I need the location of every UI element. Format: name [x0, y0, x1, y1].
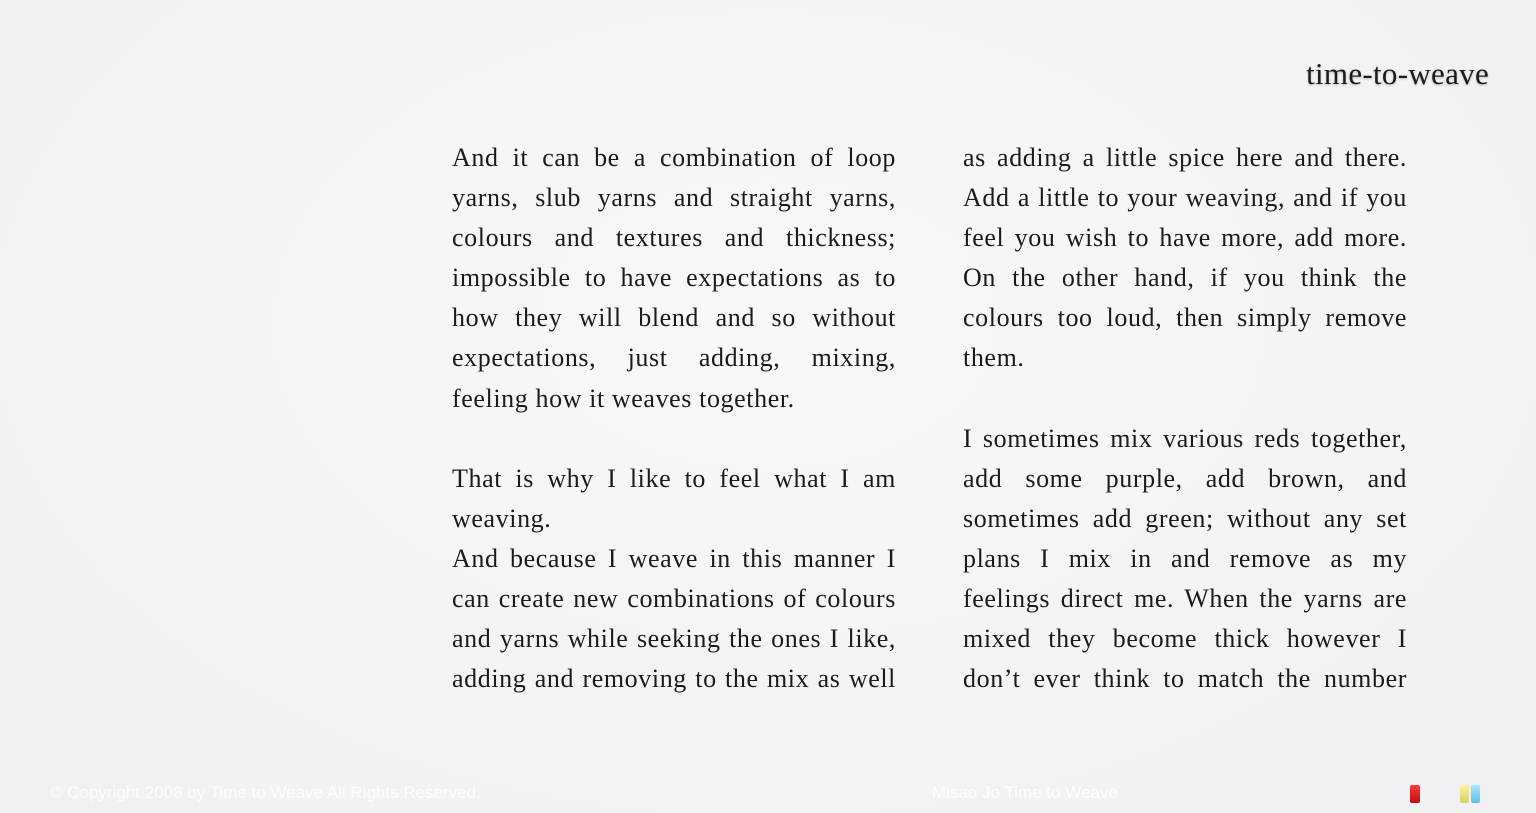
paragraph — [963, 419, 1407, 700]
text-line: impossible to have expectations as to — [452, 263, 896, 293]
paragraph — [452, 539, 896, 699]
paragraph — [452, 459, 896, 539]
text-line: them. — [963, 343, 1025, 373]
next-page-button[interactable] — [1460, 785, 1480, 803]
prev-page-button[interactable] — [1410, 785, 1420, 803]
text-line: I sometimes mix various reds together, — [963, 423, 1407, 453]
text-line: And it can be a combination of loop — [452, 143, 896, 172]
text-line: And because I weave in this manner I — [452, 543, 896, 573]
text-line: feelings direct me. When the yarns are — [963, 584, 1407, 614]
text-line: yarns, slub yarns and straight yarns, — [452, 183, 896, 213]
text-column-left — [452, 138, 896, 699]
text-line: sometimes add green; without any set — [963, 503, 1407, 533]
paragraph-gap — [963, 379, 1407, 419]
paragraph-gap — [452, 419, 896, 459]
text-line: mixed they become thick however I — [963, 624, 1407, 654]
spool-icon — [1460, 785, 1469, 803]
text-line: can create new combinations of colours — [452, 584, 896, 614]
text-line: and yarns while seeking the ones I like, — [452, 624, 896, 654]
text-line: expectations, just adding, mixing, — [452, 343, 896, 373]
text-line: colours and textures and thickness; — [452, 223, 896, 253]
paragraph — [963, 138, 1407, 379]
text-line: On the other hand, if you think the — [963, 263, 1407, 293]
text-line: weaving. — [452, 503, 552, 533]
text-line: That is why I like to feel what I am — [452, 463, 896, 493]
text-line: don’t ever think to match the number — [963, 664, 1407, 694]
text-line: plans I mix in and remove as my — [963, 543, 1407, 573]
text-line: as adding a little spice here and there. — [963, 143, 1407, 172]
paragraph — [452, 138, 896, 419]
text-line: colours too loud, then simply remove — [963, 303, 1407, 333]
spool-icon — [1471, 785, 1480, 803]
text-line: feel you wish to have more, add more. — [963, 223, 1407, 253]
copyright-text: © Copyright 2008 by Time to Weave All Rights Reserved. — [50, 783, 481, 802]
text-line: feeling how it weaves together. — [452, 383, 795, 413]
text-line: how they will blend and so without — [452, 303, 896, 333]
text-line: add some purple, add brown, and — [963, 463, 1407, 493]
footer-credit: Misao Jo Time to Weave — [932, 783, 1118, 802]
site-logo[interactable]: time-to-weave — [1306, 56, 1489, 91]
text-line: Add a little to your weaving, and if you — [963, 183, 1407, 213]
text-column-right — [963, 138, 1407, 699]
text-line: adding and removing to the mix as well — [452, 664, 896, 694]
